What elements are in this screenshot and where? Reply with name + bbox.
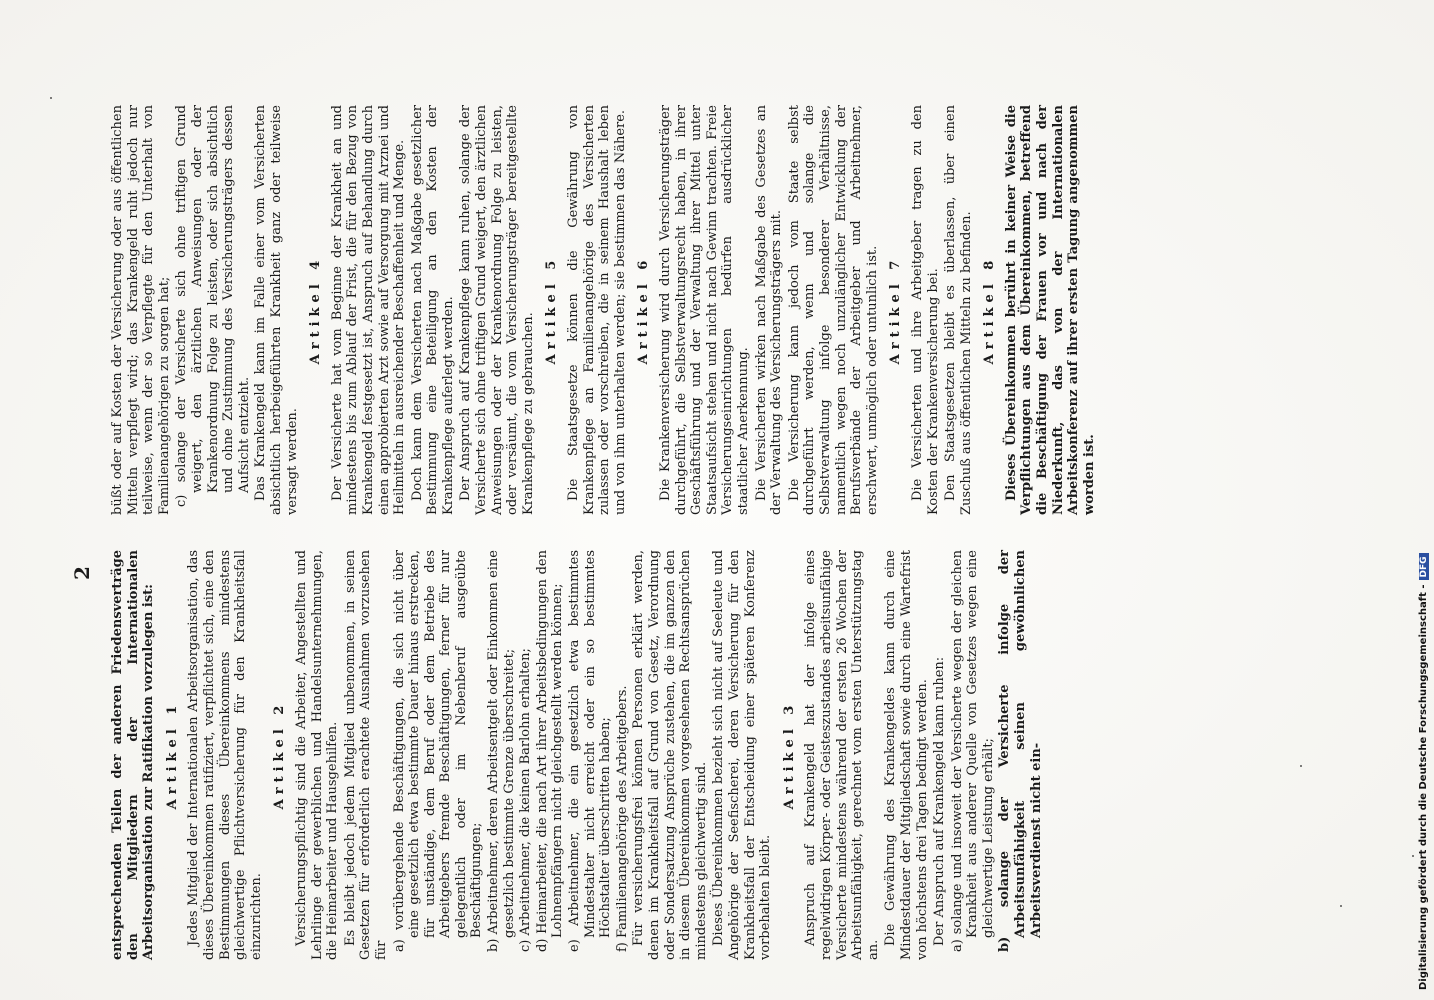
- article-3-paragraph: Anspruch auf Krankengeld hat der infolge eines regelwidrigen Körper- oder Geisteszustandes arbeitsunfähige Versicherte mindestens während der ersten 26 Wochen der Arbeitsunfähigkeit, gerechnet vom ersten Unterstützungstag an.: [803, 550, 881, 960]
- article-5-heading: Artikel 5: [544, 255, 560, 365]
- rotated-document-page: [70, 100, 1300, 960]
- continuation-paragraph: büßt oder auf Kosten der Versicherung oder aus öffentlichen Mitteln verpflegt wird; das Krankengeld ruht jedoch nur teilweise, wenn der so Verpflegte für den Unterhalt von Familienangehörigen zu sorgen hat;: [110, 105, 172, 515]
- right-column: [110, 105, 1099, 515]
- article-7-paragraph: Die Versicherten und ihre Arbeitgeber tragen zu den Kosten der Krankenversicherung bei.: [909, 105, 941, 515]
- article-2-item-a: a) vorübergehende Beschäftigungen, die sich nicht über eine gesetzlich etwa bestimmte Dauer hinaus erstrecken, für unständige, dem Beruf oder dem Betriebe des Arbeitgebers fremde Beschäftigungen, ferner für nur gelegentlich oder im Nebenberuf ausgeübte Beschäftigungen;: [391, 550, 485, 952]
- scan-speck: [1300, 765, 1302, 767]
- article-3-item-c: c) solange der Versicherte sich ohne triftigen Grund weigert, den ärztlichen Anweisungen oder der Krankenordnung Folge zu leisten, oder sich absichtlich und ohne Zustimmung des Versicherungsträgers dessen Aufsicht entzieht.: [174, 105, 252, 507]
- scan-speck: [1412, 855, 1414, 857]
- article-3-heading: Artikel 3: [781, 700, 797, 810]
- article-2-item-b: b) Arbeitnehmer, deren Arbeitsentgelt oder Einkommen eine gesetzlich bestimmte Grenze überschreitet;: [486, 550, 517, 952]
- article-2-paragraph: Dieses Übereinkommen bezieht sich nicht auf Seeleute und Angehörige der Seefischerei, deren Versicherung für den Krankheitsfall der Entscheidung einer späteren Konferenz vorbehalten bleibt.: [711, 550, 774, 960]
- article-6-paragraph: Die Krankenversicherung wird durch Versicherungsträger durchgeführt, die Selbstverwaltungsrecht haben, in ihrer Geschäftsführung und der Verwaltung ihrer Mittel unter Staatsaufsicht stehen und nicht nach Gewinn trachten. Freie Versicherungseinrichtungen bedürfen ausdrücklicher staatlicher Anerkennung.: [658, 105, 751, 515]
- article-7-heading: Artikel 7: [888, 255, 904, 365]
- article-6-paragraph: Die Versicherten wirken nach Maßgabe des Gesetzes an der Verwaltung des Versicherungsträgers mit.: [753, 105, 785, 515]
- article-5-paragraph: Die Staatsgesetze können die Gewährung von Krankenpflege an Familienangehörige des Versicherten zulassen oder vorschreiben, die in seinem Haushalt leben und von ihm unterhalten werden; sie bestimmen das Nähere.: [566, 105, 628, 515]
- article-2-item-d: d) Heimarbeiter, die nach Art ihrer Arbeitsbedingungen den Lohnempfängern nicht gleichgestellt werden können;: [534, 550, 566, 952]
- article-2-item-e: e) Arbeitnehmer, die ein gesetzlich etwa bestimmtes Mindestalter nicht erreicht oder ein so bestimmtes Höchstalter überschritten haben;: [567, 550, 614, 952]
- article-1-heading: Artikel 1: [164, 700, 180, 810]
- article-8-heading: Artikel 8: [982, 255, 998, 365]
- article-3-paragraph: Der Anspruch auf Krankengeld kann ruhen:: [932, 656, 948, 946]
- page-number: 2: [70, 564, 94, 580]
- article-3-paragraph: Das Krankengeld kann im Falle einer vom Versicherten absichtlich herbeigeführten Krankheit ganz oder teilweise versagt werden.: [253, 105, 300, 515]
- scan-speck: [50, 97, 52, 99]
- article-6-heading: Artikel 6: [636, 255, 652, 365]
- article-2-paragraph: Für versicherungsfrei können Personen erklärt werden, denen im Krankheitsfall auf Grund von Gesetz, Verordnung oder Sondersatzung Ansprüche zustehen, die im ganzen den in diesem Übereinkommen vorgesehenen Rechtsansprüchen mindestens gleichwertig sind.: [631, 550, 709, 960]
- article-1-text: Jedes Mitglied der Internationalen Arbeitsorganisation, das dieses Übereinkommen ratifiziert, verpflichtet sich, eine den Bestimmungen dieses Übereinkommens mindestens gleichwertige Pflichtversicherung für den Krankheitsfall einzurichten.: [186, 550, 264, 960]
- article-4-paragraph: Doch kann dem Versicherten nach Maßgabe gesetzlicher Bestimmung eine Beteiligung an den Kosten der Krankenpflege auferlegt werden.: [409, 105, 456, 515]
- article-3-paragraph: Die Gewährung des Krankengeldes kann durch eine Mindestdauer der Mitgliedschaft sowie durch eine Wartefrist von höchstens drei Tagen bedingt werden.: [883, 550, 930, 960]
- article-4-heading: Artikel 4: [308, 255, 324, 365]
- article-3-item-b: b) solange der Versicherte infolge der Arbeitsunfähigkeit seinen gewöhnlichen Arbeitsverdienst nicht ein-: [997, 550, 1044, 952]
- article-3-item-a: a) solange und insoweit der Versicherte wegen der gleichen Krankheit aus anderer Quelle von Gesetzes wegen eine gleichwertige Leistung erhält;: [949, 550, 996, 952]
- intro-paragraph: entsprechenden Teilen der anderen Friedensverträge den Mitgliedern der Internationalen Arbeitsorganisation zur Ratifikation vorzulegen ist:: [110, 550, 157, 960]
- article-2-heading: Artikel 2: [272, 700, 288, 810]
- article-2-paragraph: Versicherungspflichtig sind die Arbeiter, Angestellten und Lehrlinge der gewerblichen und Handelsunternehmungen, die Heimarbeiter und Hausgehilfen.: [293, 550, 341, 960]
- article-4-paragraph: Der Anspruch auf Krankenpflege kann ruhen, solange der Versicherte sich ohne triftigen Grund weigert, den ärztlichen Anweisungen oder der Krankenordnung Folge zu leisten, oder versäumt, die vom Versicherungsträger bereitgestellte Krankenpflege zu gebrauchen.: [458, 105, 536, 515]
- article-8-paragraph: Dieses Übereinkommen berührt in keiner Weise die Verpflichtungen aus dem Übereinkommen, betreffend die Beschäftigung der Frauen vor und nach der Niederkunft, das von der Internationalen Arbeitskonferenz auf ihrer ersten Tagung angenommen worden ist.: [1003, 105, 1097, 515]
- digitization-credit: [1418, 553, 1429, 990]
- article-2-paragraph: Es bleibt jedoch jedem Mitglied unbenommen, in seinen Gesetzen für erforderlich erachtete Ausnahmen vorzusehen für: [342, 550, 389, 960]
- article-4-paragraph: Der Versicherte hat vom Beginne der Krankheit an und mindestens bis zum Ablauf der Frist, die für den Bezug von Krankengeld festgesetzt ist, Anspruch auf Behandlung durch einen approbierten Arzt sowie auf Versorgung mit Arznei und Heilmitteln in ausreichender Beschaffenheit und Menge.: [329, 105, 408, 515]
- scan-speck: [1340, 905, 1342, 907]
- article-2-item-f: f) Familienangehörige des Arbeitgebers.: [614, 685, 630, 952]
- article-6-paragraph: Die Versicherung kann jedoch vom Staate selbst durchgeführt werden, wenn und solange die Selbstverwaltung infolge besonderer Verhältnisse, namentlich wegen noch unzulänglicher Entwicklung der Berufsverbände der Arbeitgeber und Arbeitnehmer, erschwert, unmöglich oder untunlich ist.: [786, 105, 880, 515]
- left-column: [110, 550, 1045, 960]
- dfg-logo: DFG: [1419, 553, 1429, 580]
- article-7-paragraph: Den Staatsgesetzen bleibt es überlassen, über einen Zuschuß aus öffentlichen Mitteln zu befinden.: [943, 105, 974, 515]
- digitization-credit-text: Digitalisierung gefördert durch die Deutsche Forschungsgemeinschaft -: [1418, 584, 1429, 990]
- article-2-item-c: c) Arbeitnehmer, die keinen Barlohn erhalten;: [518, 648, 534, 952]
